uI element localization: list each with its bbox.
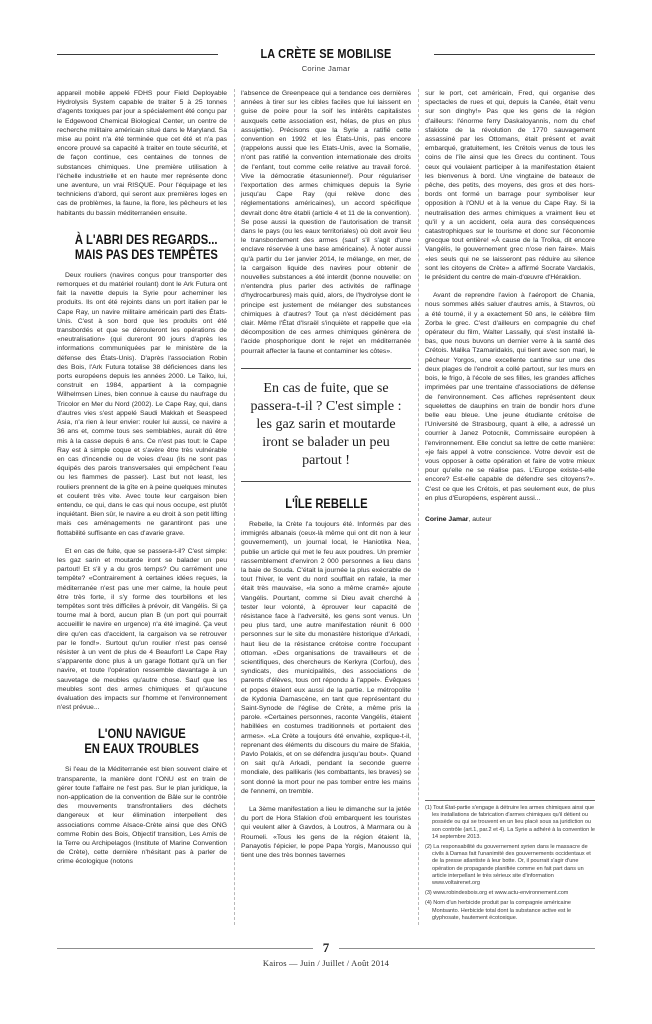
page-number: 7 [322,940,330,955]
page-footer [57,940,595,968]
signature-name: Corine Jamar [425,515,469,523]
column-separator [234,89,235,925]
column-separator [418,89,419,925]
heading-line: MAIS PAS DES TEMPÊTES [74,245,218,262]
heading-line: À L'ABRI DES REGARDS... [74,230,218,247]
column-3 [425,89,595,925]
footnote-2: (2) La responsabilité du gouvernement syrien dans le massacre de civils à Damas fait l'unanimité des gouvernements occidentaux et de la presse atlantiste à leur botte. Or, il pourrait s'agir d'une opération de propagande planifiée comme en fait part dans un article interpellant le très sérieux site d'information www.voltairenet.org [425,843,591,886]
footnote-3: (3) www.robindesbois.org et www.actu-environnement.com [425,890,569,897]
footer-rule-left [57,948,313,949]
article-title: LA CRÈTE SE MOBILISE [260,46,392,61]
column-2 [241,89,411,931]
heading-line: L'ONU NAVIGUE [98,725,186,742]
signature-role: , auteur [468,515,492,523]
article-paragraph: Si l'eau de la Méditerranée est bien souvent claire et transparente, la manière dont l'ONU est en train de gérer toute l'affaire ne l'est pas. Sur le plan juridique, la non-application de la convention de Bâle sur le contrôle des mouvements transfrontaliers des déchets dangereux et leur élimination interpellent des associations comme Alsace-Crète ainsi que des ONG comme Robin des Bois, Objectif transition, Les Amis de la Terre ou Archipelagos (Institute of Marine Convention de Crète), cette dernière n'hésitant pas à parler de crime écologique (notons [57,766,227,866]
column-1 [57,89,227,931]
heading-line: L'ÎLE REBELLE [284,494,368,511]
footnotes-block [425,800,595,925]
pull-quote: En cas de fuite, que se passera-t-il ? C'est simple : les gaz sarin et moutarde iront se balader un peu partout ! [241,368,411,482]
footer-rule-right [339,948,595,949]
article-paragraph: Deux rouliers (navires conçus pour transporter des remorques et du matériel roulant) dont le Ark Futura ont fait la navette depuis la Syrie pour acheminer les produits. Ils ont été rejoints dans un port italien par le Cape Ray, un navire militaire américain parti des États-Unis. C'est à son bord que les produits ont été transbordés et que se dérouleront les opérations de «neutralisation» (qui dureront 90 jours d'après les informations communiquées par le ministère de la défense des États-Unis). D'après l'association Robin des Bois, l'Ark Futura totalise 38 déficiences dans les ports européens depuis les années 2000. Le Taiko, lui, construit en 1984, appartient à la compagnie Wilhelmsen Lines, bien connue à cause du naufrage du Tricolor en Mer du Nord (2002). Le Cape Ray, qui, dans d'autres vies s'est appelé Saudi Makkah et Seaspeed Asia, n'a rien à leur envier: rouler lui aussi, ce navire a 36 ans et, comme tous ses semblables, aurait dû être mis à la casse depuis 6 ans. Ce n'est pas tout: le Cape Ray est à simple coque et s'avère être très vulnérable en cas d'incendie ou de voies d'eau (ils ne sont pas équipés des parois transversales qui empêchent l'eau ou les flammes de passer). Last but not least, les rouliers prennent de la gîte en à peine quelques minutes et coulent très vite. Avec toute leur cargaison bien entendu, ce qui, dans le cas qui nous occupe, est plutôt inquiétant. Bien sûr, le navire a eu droit à son petit lifting mais ces aménagements ne garantiront pas une flottabilité suffisante en cas d'avarie grave. [57,271,227,537]
footnote-1: (1) Tout État-partie s'engage à détruire les armes chimiques ainsi que les installations de fabrication d'armes chimiques qu'il détient ou possède ou qui se trouvent en un lieu placé sous sa juridiction ou son contrôle (art.1, par.2 et 4). La Syrie a adhéré à la convention le 14 septembre 2013. [425,804,595,840]
page-number-row [57,940,595,956]
author-signature [425,515,595,524]
header-title-block [226,46,426,73]
article-paragraph: La 3ème manifestation a lieu le dimanche sur la jetée du port de Hora Sfakion d'où embarquent les touristes qui veulent aller à Gavdos, à Loutros, à Marmara ou à Roumeli. «Tous les gens de la région étaient là, Panayotis l'épicier, le pope Papa Yorgis, Manousso qui tient une des très bonnes tavernes [241,805,411,859]
section-heading-onu-navigue [57,726,227,756]
journal-name: Kairos — Juin / Juillet / Août 2014 [262,958,390,968]
article-paragraph: sur le port, cet américain, Fred, qui organise des spectacles de rues et qui, depuis la Canée, était venu sur son dinghy!» Pas que les gens de la région d'ailleurs: l'énorme ferry Daskaloyannis, nom du chef sfakiote de la révolution de 1770 sauvagement assassiné par les Ottomans, était présent et avait embarqué, gratuitement, les Crétois venus de tous les coins de l'île ainsi que les Grecs du continent. Tous ceux qui voulaient participer à la manifestation étaient les bienvenus à bord. Une vingtaine de bateaux de pêche, des petits, des moyens, des gros et des hors-bords ont formé un barrage pour symboliser leur opposition à l'ONU et à la venue du Cape Ray. Si la neutralisation des armes chimiques a vraiment lieu et qu'il y a un accident, cela aura des conséquences catastrophiques sur le tourisme et donc sur l'économie grecque tout entière! «À cause de la Troïka, dit encore Vangélis, le gouvernement grec n'ose rien faire». Mais «les seuls qui ne se laisseront pas réduire au silence sont les citoyens de Crète» a affirmé Socrate Vardakis, le président du centre de main-d'œuvre d'Héraklion. [425,90,595,282]
heading-line: EN EAUX TROUBLES [84,740,200,757]
article-body [57,89,595,931]
header-rule-right [434,54,595,55]
footnote-4: (4) Nom d'un herbicide produit par la compagnie américaine Montsanto. Herbicide total dont la substance active est le glyphosate, hautement écotoxique. [425,900,572,921]
header-rule-left [57,54,218,55]
page-header [57,46,595,73]
article-paragraph: Avant de reprendre l'avion à l'aéroport de Chania, nous sommes allés saluer d'autres amis, à Stavros, où a été tourné, il y a exactement 50 ans, le célèbre film Zorba le grec. C'est d'ailleurs en compagnie du chef opérateur du film, Walter Lassally, qui s'est installé là-bas, que nous buvons un dernier verre à la santé des Crétois. Malika Tzamaridakis, qui tient avec son mari, le pêcheur Yorgos, une excellente cantine sur une des deux plages de l'endroit a collé partout, sur les murs en bois, le frigo, à l'école de ses filles, les grandes affiches imprimées par une trentaine d'associations de défense de l'environnement. Ces affiches représentent deux squelettes de dauphins en train de bondir hors d'une belle eau bleue. Une jeune étudiante crétoise de l'Université de Strasbourg, quant à elle, a adressé un courrier à Janez Potocnik, Commissaire européen à l'environnement. Elle conclut sa lettre de cette manière: «je fais appel à votre conscience. Votre devoir est de vous opposer à cette opération et faire de votre mieux pour qu'elle ne se réalise pas. L'Europe existe-t-elle encore? Est-elle capable de défendre ses citoyens?». C'est ce que les Crétois, et pas seulement eux, de plus en plus d'Européens, espèrent aussi... [425,292,595,502]
article-paragraph: Rebelle, la Crète l'a toujours été. Informés par des immigrés albanais (ceux-là même qui ont dit non à leur gouvernement), un journal local, le Haniotika Nea, publie un article qui met le feu aux poudres. Un premier rassemblement d'environ 2 000 personnes a lieu dans la baie de Souda. C'était la journée la plus exécrable de tout l'hiver, le vent du nord soufflait en rafale, la mer était très mauvaise, «la sono a même cramé» ajoute Vangélis. Pourtant, comme si Dieu avait cherché à tester leur volonté, à éprouver leur capacité de résistance face à l'adversité, les gens sont venus. Un peu plus tard, une autre manifestation réunit 6 000 personnes sur le site du monastère historique d'Arkadi, haut lieu de la résistance crétoise contre l'occupant ottoman. «Des organisations de travailleurs et de scientifiques, des chercheurs de Kerkyra (Corfou), des syndicats, des municipalités, des associations de parents d'élèves, tous ont répondu à l'appel». Évêques et popes étaient eux aussi de la partie. Le métropolite de Kydonia Damascène, en tant que représentant du Saint-Synode de l'église de Crète, a même pris la parole. «Certaines personnes, raconte Vangélis, étaient habillées en costumes traditionnels et portaient des armes». «La Crète a toujours été envahie, explique-t-il, reprenant des éléments du discours du maire de Sfakia, Pavlo Polakis, et on se défendra jusqu'au bout». Quand on sait qu'à Arkadi, pendant la seconde guerre mondiale, des pallikaris (les combattants, les braves) se sont donné la mort pour ne pas tomber entre les mains de l'ennemi, on tremble. [241,520,411,795]
section-heading-abri-des-regards [57,232,227,262]
section-heading-ile-rebelle [241,496,411,511]
article-author: Corine Jamar [301,64,351,73]
article-paragraph: Et en cas de fuite, que se passera-t-il? C'est simple: les gaz sarin et moutarde iront se balader un peu partout! Et s'il y a du gros temps? Ou carrément une tempête? «Contrairement à certaines idées reçues, la méditerranée n'est pas une mer calme, la houle peut être très forte, il s'y forme des tourbillons et les tempêtes sont très difficiles à prévoir, dit Vangélis. Si ça tourne mal à bord, aucun plan B (un port qui pourrait accueillir le navire en urgence) n'a été imaginé. Ça veut dire qu'en cas d'accident, la cargaison va se retrouver par le fond!». Surtout qu'un roulier n'est pas censé résister à un vent de plus de 4 Beaufort! Le Cape Ray s'apparente donc plus à un garage flottant qu'à un fier navire, et toute l'opération ressemble davantage à un sauvetage de meubles qu'autre chose. Sauf que les meubles sont des armes chimiques et qu'aucune évaluation des impacts sur l'homme et l'environnement n'est prévue... [57,547,227,712]
article-paragraph: l'absence de Greenpeace qui a tendance ces dernières années à tirer sur les cibles faciles que lui laissent en guise de poire pour la soif les intérêts capitalistes auxquels cette association est, hélas, de plus en plus assujettie). Précisons que la Syrie a ratifié cette convention en 1992 et les États-Unis, pas encore (rappelons aussi que les Etats-Unis, avec la Somalie, n'ont pas ratifié la convention internationale des droits de l'enfant, tout comme celle relative au travail forcé. Vive la démocratie étasunienne!). Pour régulariser l'exportation des armes chimiques depuis la Syrie jusqu'au Cape Ray (qui relève donc des réglementations américaines), un accord spécifique devrait donc être établi (article 4 et 11 de la convention). Se pose aussi la question de l'autorisation de transit dans le pays (ou les eaux territoriales) où doit avoir lieu le transbordement des armes (sauf s'il s'agit d'une enclave réservée à une base américaine). À noter aussi qu'à partir du 1er janvier 2014, le mélange, en mer, de la cargaison liquide des navires pour obtenir de nouvelles substances a été interdit (bonne nouvelle: on n'entendra plus parler des activités de raffinage d'hydrocarbures) mais quid, alors, de l'hydrolyse dont le principe est justement de mélanger des substances chimiques à d'autres? Tout ça n'est décidément pas clair. Même l'État d'Israël s'inquiète et rappelle que «la décomposition de ces armes chimiques génèrera de l'acide phosphorique dont le rejet en méditerranée pourrait affecter la faune et contaminer les côtes». [241,90,411,355]
article-paragraph: appareil mobile appelé FDHS pour Field Deployable Hydrolysis System capable de traiter 5 à 25 tonnes d'agents toxiques par jour a spécialement été conçu par le Edgewood Chemical Biological Center, un centre de recherche militaire américain situé dans le Maryland. Sa mise au point n'a été terminée que cet été et n'a pas encore prouvé sa capacité à traiter en toute sécurité, et de façon continue, ces centaines de tonnes de substances chimiques. Une première utilisation à l'échelle industrielle et en haute mer représente donc une aventure, un vrai RISQUE. Pour l'équipage et les techniciens d'abord, qui seront aux premières loges en cas de problèmes, la faune, la flore, les pêcheurs et les habitants du bassin méditerranéen ensuite. [57,90,227,217]
